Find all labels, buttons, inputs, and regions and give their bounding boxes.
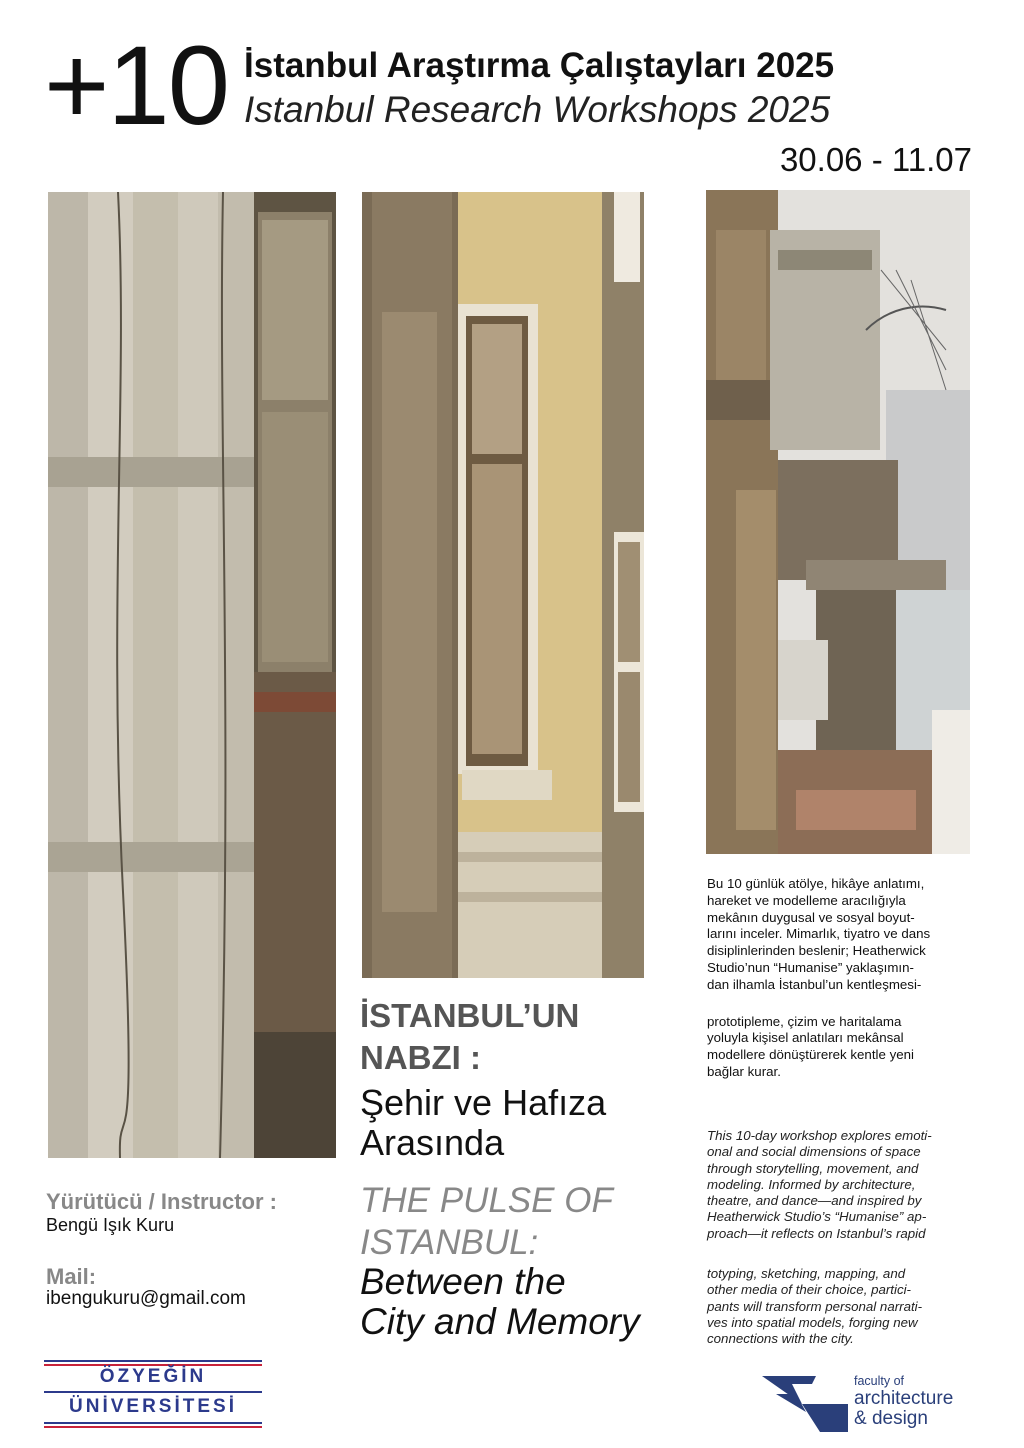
headline-en xyxy=(360,1180,613,1264)
ozyegin-logo-line2: ÜNİVERSİTESİ xyxy=(69,1396,237,1417)
headline-en-subtitle xyxy=(360,1262,640,1342)
text-line: other media of their choice, partici- xyxy=(707,1282,911,1298)
faculty-logo-line3: & design xyxy=(854,1408,928,1429)
text-line: Bu 10 günlük atölye, hikâye anlatımı, xyxy=(707,876,925,891)
headline-tr-subtitle-line1: Şehir ve Hafıza xyxy=(360,1082,607,1123)
text-line: larını inceler. Mimarlık, tiyatro ve dans xyxy=(707,926,931,942)
text-line: totyping, sketching, mapping, and xyxy=(707,1266,906,1282)
instructor-label: Yürütücü / Instructor : xyxy=(46,1189,277,1214)
text-line: prototipleme, çizim ve haritalama xyxy=(707,1013,902,1029)
photo-balconies-sea xyxy=(706,190,970,854)
text-line: proach—it reflects on Istanbul’s rapid xyxy=(707,1225,926,1241)
logo-bar xyxy=(44,1422,262,1424)
logo-bar xyxy=(44,1426,262,1428)
text-line: This 10-day workshop explores emoti- xyxy=(707,1128,932,1143)
text-line: dan ilhamla İstanbul’un kentleşmesi- xyxy=(707,976,922,992)
instructor-email-link[interactable]: ibengukuru@gmail.com xyxy=(46,1288,246,1309)
description-en-paragraph1 xyxy=(707,1128,977,1242)
description-english xyxy=(707,1128,977,1358)
text-line: disiplinlerinden beslenir; Heatherwick xyxy=(707,943,926,959)
text-line: modellere dönüştürerek kentle yeni xyxy=(707,1047,914,1063)
instructor-name: Bengü Işık Kuru xyxy=(46,1215,175,1235)
description-tr-paragraph2 xyxy=(707,1014,977,1081)
faculty-logo-line1: faculty of xyxy=(854,1374,905,1388)
headline-en-subtitle-line2: City and Memory xyxy=(360,1301,640,1342)
plus-ten-mark: +10 xyxy=(44,23,228,148)
faculty-architecture-design-logo xyxy=(762,1374,982,1440)
description-turkish xyxy=(707,876,977,1095)
title-english: Istanbul Research Workshops 2025 xyxy=(244,89,831,130)
headline-en-line1: THE PULSE OF xyxy=(360,1181,613,1220)
logo-bar xyxy=(44,1391,262,1393)
faculty-logo-line2: architecture xyxy=(854,1388,954,1409)
headline-en-line2: ISTANBUL: xyxy=(360,1223,539,1262)
text-line: Studio’nun “Humanise” yaklaşımın- xyxy=(707,959,914,975)
headline-tr-subtitle xyxy=(360,1083,606,1163)
text-line: yoluyla kişisel anlatıları mekânsal xyxy=(707,1030,904,1046)
photo-concrete-facade xyxy=(48,192,336,1158)
photo-yellow-building xyxy=(362,192,644,978)
text-line: Heatherwick Studio’s “Humanise” ap- xyxy=(707,1209,927,1225)
text-line: pants will transform personal narrati- xyxy=(707,1298,923,1314)
ozyegin-university-logo xyxy=(44,1360,262,1434)
text-line: ves into spatial models, forging new xyxy=(707,1314,918,1330)
text-line: onal and social dimensions of space xyxy=(707,1144,921,1160)
headline-tr-line1: İSTANBUL’UN xyxy=(360,997,580,1034)
description-tr-paragraph1 xyxy=(707,876,977,994)
faculty-logo-mark-icon xyxy=(762,1376,848,1432)
title-turkish: İstanbul Araştırma Çalıştayları 2025 xyxy=(244,46,835,85)
text-line: modeling. Informed by architecture, xyxy=(707,1176,916,1192)
description-en-paragraph2 xyxy=(707,1266,977,1347)
text-line: hareket ve modelleme aracılığıyla xyxy=(707,892,906,908)
ozyegin-logo-line1: ÖZYEĞİN xyxy=(99,1366,207,1387)
headline-en-subtitle-line1: Between the xyxy=(360,1261,566,1302)
text-line: through storytelling, movement, and xyxy=(707,1160,919,1176)
logo-bar xyxy=(44,1360,262,1362)
text-line: connections with the city. xyxy=(707,1331,854,1347)
text-line: bağlar kurar. xyxy=(707,1063,781,1079)
mail-label: Mail: xyxy=(46,1264,97,1289)
workshop-dates: 30.06 - 11.07 xyxy=(779,141,972,178)
text-line: mekânın duygusal ve sosyal boyut- xyxy=(707,909,915,925)
text-line: theatre, and dance—and inspired by xyxy=(707,1193,922,1209)
headline-tr-subtitle-line2: Arasında xyxy=(360,1122,505,1163)
headline-tr-line2: NABZI : xyxy=(360,1039,481,1076)
